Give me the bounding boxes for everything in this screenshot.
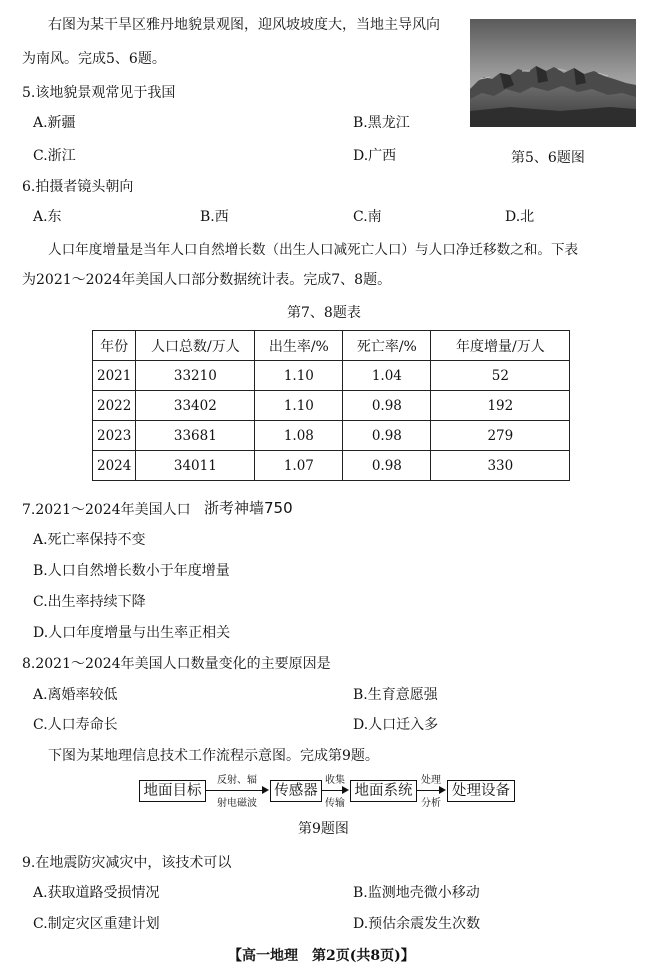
cell-annual-increase: 330 bbox=[431, 451, 570, 481]
cell-year: 2021 bbox=[93, 361, 136, 391]
cell-death-rate: 0.98 bbox=[343, 451, 431, 481]
cell-annual-increase: 52 bbox=[431, 361, 570, 391]
q6-option-a[interactable]: A.东 bbox=[33, 209, 62, 225]
table-row bbox=[93, 391, 570, 421]
cell-population: 33402 bbox=[136, 391, 255, 421]
flow-arrow-2-bottom: 传输 bbox=[325, 798, 345, 809]
flow-arrow-3-top: 处理 bbox=[421, 775, 441, 786]
q5-option-d[interactable]: D.广西 bbox=[353, 148, 397, 164]
cell-annual-increase: 279 bbox=[431, 421, 570, 451]
cell-year: 2023 bbox=[93, 421, 136, 451]
q8-option-b[interactable]: B.生育意愿强 bbox=[353, 687, 438, 703]
table-caption: 第7、8题表 bbox=[287, 305, 361, 321]
q5-option-c[interactable]: C.浙江 bbox=[33, 148, 76, 164]
watermark-text: 浙考神墙750 bbox=[204, 499, 293, 517]
cell-year: 2022 bbox=[93, 391, 136, 421]
intro-7-8-line2: 为2021～2024年美国人口部分数据统计表。完成7、8题。 bbox=[22, 272, 392, 288]
q7-option-c[interactable]: C.出生率持续下降 bbox=[33, 594, 146, 610]
flow-arrow-1-line bbox=[205, 790, 263, 791]
header-birth-rate: 出生率/% bbox=[255, 331, 343, 361]
intro-7-8-line1: 人口年度增量是当年人口自然增长数（出生人口减死亡人口）与人口净迁移数之和。下表 bbox=[48, 242, 579, 258]
flow-arrow-1-head bbox=[262, 786, 269, 794]
flow-box-processing-device: 处理设备 bbox=[447, 780, 515, 802]
table-header-row bbox=[93, 331, 570, 361]
cell-death-rate: 0.98 bbox=[343, 421, 431, 451]
q6-option-b[interactable]: B.西 bbox=[200, 209, 229, 225]
flow-arrow-2-line bbox=[321, 790, 343, 791]
q5-stem: 5.该地貌景观常见于我国 bbox=[22, 85, 176, 101]
flow-arrow-2-top: 收集 bbox=[325, 775, 345, 786]
cell-birth-rate: 1.10 bbox=[255, 361, 343, 391]
cell-population: 33681 bbox=[136, 421, 255, 451]
flow-box-ground-system: 地面系统 bbox=[350, 780, 417, 802]
table-row bbox=[93, 451, 570, 481]
cell-year: 2024 bbox=[93, 451, 136, 481]
cell-death-rate: 0.98 bbox=[343, 391, 431, 421]
intro-5-6-line1: 右图为某干旱区雅丹地貌景观图，迎风坡坡度大，当地主导风向 bbox=[48, 17, 440, 33]
q8-option-d[interactable]: D.人口迁入多 bbox=[353, 717, 439, 733]
q9-option-b[interactable]: B.监测地壳微小移动 bbox=[353, 885, 480, 901]
header-annual-increase: 年度增量/万人 bbox=[431, 331, 570, 361]
flow-arrow-3-head bbox=[439, 786, 446, 794]
intro-5-6-line2: 为南风。完成5、6题。 bbox=[22, 51, 166, 67]
q5-option-a[interactable]: A.新疆 bbox=[33, 115, 76, 131]
table-row bbox=[93, 361, 570, 391]
flow-caption: 第9题图 bbox=[298, 821, 349, 837]
header-population: 人口总数/万人 bbox=[136, 331, 255, 361]
table-row bbox=[93, 421, 570, 451]
cell-death-rate: 1.04 bbox=[343, 361, 431, 391]
q7-option-d[interactable]: D.人口年度增量与出生率正相关 bbox=[33, 625, 231, 641]
q6-option-d[interactable]: D.北 bbox=[505, 209, 535, 225]
population-table bbox=[92, 330, 570, 481]
q8-stem: 8.2021～2024年美国人口数量变化的主要原因是 bbox=[22, 656, 331, 672]
flow-box-ground-target: 地面目标 bbox=[139, 780, 206, 802]
flow-box-sensor: 传感器 bbox=[270, 780, 322, 802]
q6-option-c[interactable]: C.南 bbox=[353, 209, 382, 225]
q9-option-d[interactable]: D.预估余震发生次数 bbox=[353, 916, 481, 932]
q8-option-a[interactable]: A.离婚率较低 bbox=[33, 687, 118, 703]
yardang-landscape-photo bbox=[470, 19, 636, 127]
cell-population: 33210 bbox=[136, 361, 255, 391]
intro-9: 下图为某地理信息技术工作流程示意图。完成第9题。 bbox=[48, 748, 379, 764]
q7-option-a[interactable]: A.死亡率保持不变 bbox=[33, 532, 146, 548]
flow-arrow-2-head bbox=[342, 786, 349, 794]
cell-birth-rate: 1.07 bbox=[255, 451, 343, 481]
header-death-rate: 死亡率/% bbox=[343, 331, 431, 361]
flow-arrow-3-bottom: 分析 bbox=[421, 798, 441, 809]
photo-caption: 第5、6题图 bbox=[511, 150, 585, 166]
q9-stem: 9.在地震防灾减灾中，该技术可以 bbox=[22, 855, 232, 871]
q9-option-a[interactable]: A.获取道路受损情况 bbox=[33, 885, 160, 901]
cell-population: 34011 bbox=[136, 451, 255, 481]
q7-stem: 7.2021～2024年美国人口 bbox=[22, 502, 191, 518]
header-year: 年份 bbox=[93, 331, 136, 361]
q5-option-b[interactable]: B.黑龙江 bbox=[353, 115, 410, 131]
q9-option-c[interactable]: C.制定灾区重建计划 bbox=[33, 916, 160, 932]
cell-birth-rate: 1.10 bbox=[255, 391, 343, 421]
page-footer: 【高一地理 第2页(共8页)】 bbox=[228, 948, 415, 964]
q7-option-b[interactable]: B.人口自然增长数小于年度增量 bbox=[33, 563, 230, 579]
cell-annual-increase: 192 bbox=[431, 391, 570, 421]
flow-arrow-1-top: 反射、辐 bbox=[217, 775, 257, 786]
flow-arrow-1-bottom: 射电磁波 bbox=[217, 798, 257, 809]
q8-option-c[interactable]: C.人口寿命长 bbox=[33, 717, 118, 733]
flow-arrow-3-line bbox=[416, 790, 440, 791]
cell-birth-rate: 1.08 bbox=[255, 421, 343, 451]
q6-stem: 6.拍摄者镜头朝向 bbox=[22, 179, 134, 195]
